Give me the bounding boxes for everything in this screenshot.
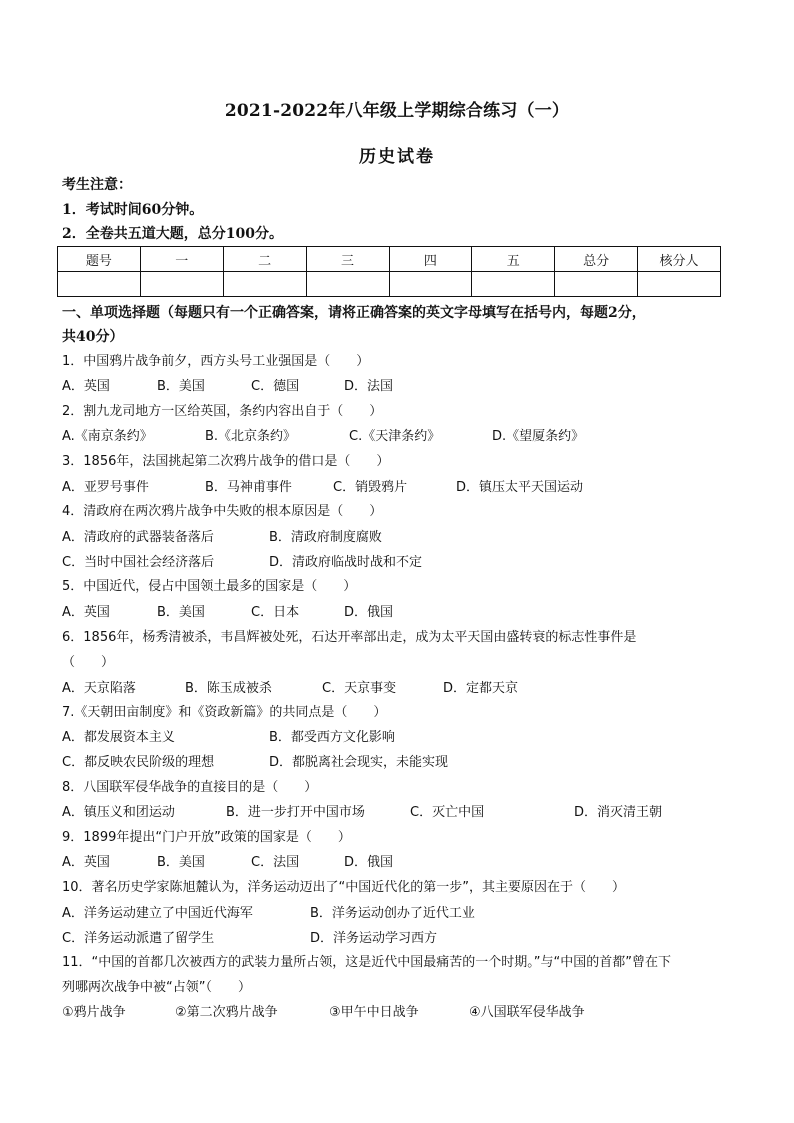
answer-option[interactable]: B．进一步打开中国市场 (226, 805, 365, 820)
answer-option[interactable]: C．法国 (251, 855, 300, 870)
answer-option[interactable]: C．德国 (251, 379, 300, 394)
answer-option[interactable]: B.《北京条约》 (205, 429, 297, 444)
question-stem: 8．八国联军侵华战争的直接目的是（ ） (62, 780, 318, 795)
answer-option[interactable]: B．都受西方文化影响 (269, 730, 395, 745)
question-stem: 4．清政府在两次鸦片战争中失败的根本原因是（ ） (62, 504, 383, 519)
answer-option[interactable]: D．俄国 (344, 605, 394, 620)
score-header-cell: 二 (223, 247, 306, 272)
question-stem: 2．割九龙司地方一区给英国，条约内容出自于（ ） (62, 404, 383, 419)
answer-option[interactable]: D．都脱离社会现实，未能实现 (269, 755, 449, 770)
answer-option[interactable]: B．马神甫事件 (205, 480, 292, 495)
score-header-cell: 题号 (58, 247, 141, 272)
answer-option[interactable]: C．当时中国社会经济落后 (62, 555, 215, 570)
answer-option[interactable]: D．镇压太平天国运动 (456, 480, 584, 495)
answer-option[interactable]: B．美国 (157, 855, 205, 870)
answer-option[interactable]: D．消灭清王朝 (574, 805, 663, 820)
answer-option[interactable]: D．定都天京 (443, 681, 519, 696)
answer-option[interactable]: A．清政府的武器装备落后 (62, 530, 214, 545)
exam-title: 2021-2022年八年级上学期综合练习（一） (224, 101, 570, 121)
question-stem: 10．著名历史学家陈旭麓认为，洋务运动迈出了“中国近代化的第一步”，其主要原因在于（ ） (62, 880, 626, 895)
question-stem: 3．1856年，法国挑起第二次鸦片战争的借口是（ ） (62, 454, 390, 469)
answer-option[interactable]: A．英国 (62, 605, 110, 620)
answer-option[interactable]: A．亚罗号事件 (62, 480, 149, 495)
score-header-cell: 五 (472, 247, 555, 272)
question-stem-cont: 列哪两次战争中被“占领”（ ） (62, 980, 251, 995)
answer-option[interactable]: C．都反映农民阶级的理想 (62, 755, 215, 770)
question-stem: 9．1899年提出“门户开放”政策的国家是（ ） (62, 830, 351, 845)
answer-option[interactable]: B．美国 (157, 605, 205, 620)
statement-option: ③甲午中日战争 (329, 1005, 419, 1020)
answer-option[interactable]: C．天京事变 (322, 681, 397, 696)
question-stem: 6．1856年，杨秀清被杀，韦昌辉被处死，石达开率部出走，成为太平天国由盛转衰的标志性事件是 (62, 630, 637, 645)
score-entry-cell[interactable] (58, 272, 141, 297)
answer-option[interactable]: A.《南京条约》 (62, 429, 153, 444)
statement-option: ④八国联军侵华战争 (469, 1005, 585, 1020)
answer-option[interactable]: C．洋务运动派遣了留学生 (62, 931, 215, 946)
answer-option[interactable]: C．销毁鸦片 (333, 480, 408, 495)
score-header-cell: 总分 (555, 247, 638, 272)
answer-option[interactable]: B．洋务运动创办了近代工业 (310, 906, 475, 921)
score-header-cell: 四 (389, 247, 472, 272)
score-entry-cell[interactable] (223, 272, 306, 297)
score-table (57, 246, 721, 297)
notice-heading: 考生注意： (62, 177, 132, 193)
answer-option[interactable]: C.《天津条约》 (349, 429, 441, 444)
answer-option[interactable]: D．清政府临战时战和不定 (269, 555, 423, 570)
question-stem: 11．“中国的首都几次被西方的武装力量所占领，这是近代中国最痛苦的一个时期。”与“中国的首都”曾在下 (62, 955, 671, 970)
question-stem: 1．中国鸦片战争前夕，西方头号工业强国是（ ） (62, 354, 370, 369)
section-heading: 一、单项选择题（每题只有一个正确答案，请将正确答案的英文字母填写在括号内，每题2分， (62, 305, 646, 321)
answer-option[interactable]: B．陈玉成被杀 (185, 681, 272, 696)
score-entry-cell[interactable] (555, 272, 638, 297)
answer-option[interactable]: D.《望厦条约》 (492, 429, 585, 444)
score-header-cell: 一 (140, 247, 223, 272)
answer-option[interactable]: A．都发展资本主义 (62, 730, 175, 745)
question-stem-cont: （ ） (62, 655, 115, 670)
score-header-cell: 三 (306, 247, 389, 272)
answer-option[interactable]: A．洋务运动建立了中国近代海军 (62, 906, 253, 921)
answer-option[interactable]: C．灭亡中国 (410, 805, 485, 820)
section-heading-cont: 共40分） (62, 329, 124, 345)
score-entry-cell[interactable] (140, 272, 223, 297)
answer-option[interactable]: A．镇压义和团运动 (62, 805, 175, 820)
answer-option[interactable]: B．清政府制度腐败 (269, 530, 382, 545)
answer-option[interactable]: D．俄国 (344, 855, 394, 870)
score-entry-cell[interactable] (472, 272, 555, 297)
statement-option: ②第二次鸦片战争 (175, 1005, 278, 1020)
score-entry-cell[interactable] (638, 272, 721, 297)
score-entry-cell[interactable] (306, 272, 389, 297)
score-header-cell: 核分人 (638, 247, 721, 272)
answer-option[interactable]: B．美国 (157, 379, 205, 394)
answer-option[interactable]: A．英国 (62, 855, 110, 870)
statement-option: ①鸦片战争 (62, 1005, 126, 1020)
answer-option[interactable]: D．法国 (344, 379, 394, 394)
question-stem: 7.《天朝田亩制度》和《资政新篇》的共同点是（ ） (62, 705, 387, 720)
question-stem: 5．中国近代，侵占中国领土最多的国家是（ ） (62, 579, 357, 594)
answer-option[interactable]: A．英国 (62, 379, 110, 394)
answer-option[interactable]: D．洋务运动学习西方 (310, 931, 438, 946)
answer-option[interactable]: A．天京陷落 (62, 681, 136, 696)
exam-subtitle: 历史试卷 (359, 147, 435, 167)
score-entry-cell[interactable] (389, 272, 472, 297)
answer-option[interactable]: C．日本 (251, 605, 300, 620)
notice-item: 1．考试时间60分钟。 (62, 202, 204, 218)
notice-item: 2．全卷共五道大题，总分100分。 (62, 226, 283, 242)
